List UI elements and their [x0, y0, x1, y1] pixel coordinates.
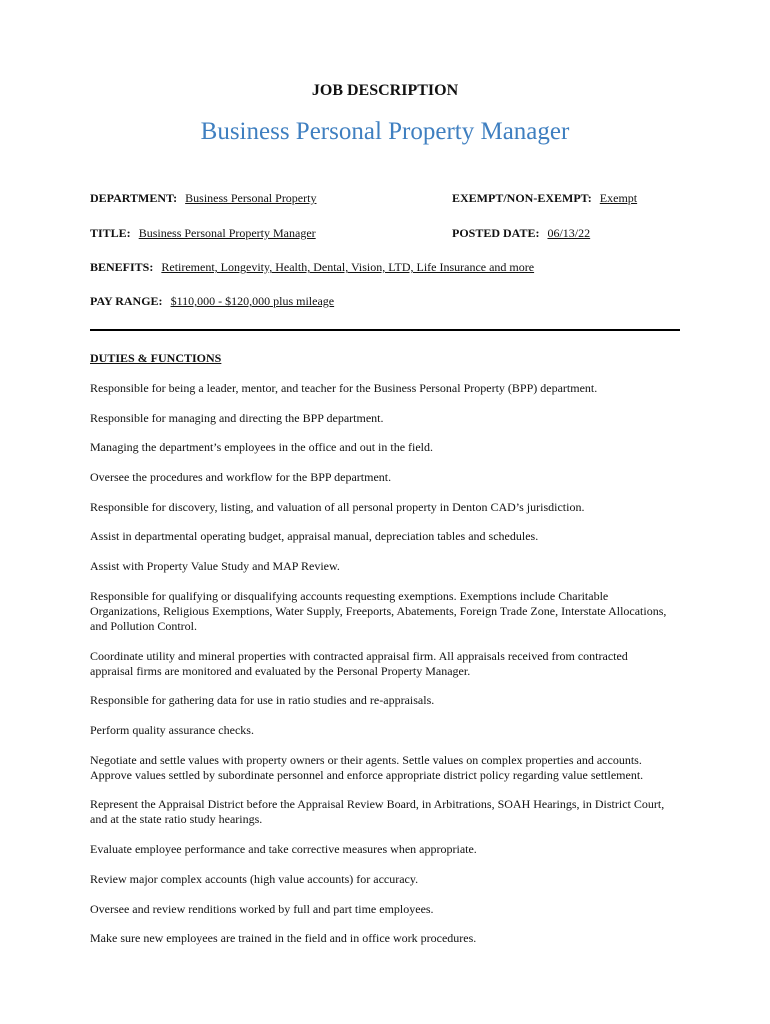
- duty-item: Evaluate employee performance and take corrective measures when appropriate.: [90, 842, 477, 856]
- posted-date-label: POSTED DATE:: [452, 226, 540, 240]
- pay-range-label: PAY RANGE:: [90, 294, 163, 308]
- department-field: [90, 191, 316, 206]
- duty-item: Negotiate and settle values with property owners or their agents. Settle values on complex properties and accounts. Approve values settled by subordinate personnel and enforce appropriate district policy regarding value settlement.: [90, 753, 644, 782]
- duty-item: Oversee and review renditions worked by full and part time employees.: [90, 902, 434, 916]
- duty-item: Perform quality assurance checks.: [90, 723, 254, 737]
- title-value: Business Personal Property Manager: [138, 226, 316, 240]
- duty-item: Assist with Property Value Study and MAP Review.: [90, 559, 340, 573]
- benefits-value: Retirement, Longevity, Health, Dental, Vision, LTD, Life Insurance and more: [161, 260, 535, 274]
- posted-date-field: [452, 226, 590, 241]
- duty-item: Represent the Appraisal District before the Appraisal Review Board, in Arbitrations, SOAH Hearings, in District Court, and at the state ratio study hearings.: [90, 797, 665, 826]
- duty-item: Responsible for discovery, listing, and valuation of all personal property in Denton CAD’s jurisdiction.: [90, 500, 585, 514]
- duty-item: Managing the department’s employees in the office and out in the field.: [90, 440, 434, 454]
- title-field: [90, 226, 316, 241]
- duty-item: Coordinate utility and mineral properties with contracted appraisal firm. All appraisals received from contracted appraisal firms are monitored and evaluated by the Personal Property Manager.: [90, 649, 628, 678]
- duty-item: Responsible for gathering data for use in ratio studies and re-appraisals.: [90, 693, 435, 707]
- benefits-field: [90, 260, 534, 275]
- pay-range-field: [90, 294, 334, 309]
- department-label: DEPARTMENT:: [90, 191, 178, 205]
- duty-item: Responsible for managing and directing the BPP department.: [90, 411, 384, 425]
- duty-item: Assist in departmental operating budget, appraisal manual, depreciation tables and schedules.: [90, 529, 539, 543]
- duty-item: Responsible for being a leader, mentor, and teacher for the Business Personal Property (BPP) department.: [90, 381, 598, 395]
- department-value: Business Personal Property: [185, 191, 317, 205]
- duty-item: Make sure new employees are trained in the field and in office work procedures.: [90, 931, 477, 945]
- duty-item: Oversee the procedures and workflow for the BPP department.: [90, 470, 392, 484]
- duty-item: Responsible for qualifying or disqualifying accounts requesting exemptions. Exemptions include Charitable Organizations, Religious Exemptions, Water Supply, Freeports, Abatements, Foreign Trade Zone, Interstate Allocations, and Pollution Control.: [90, 589, 667, 633]
- duty-item: Review major complex accounts (high value accounts) for accuracy.: [90, 872, 419, 886]
- duties-heading: DUTIES & FUNCTIONS: [90, 351, 222, 365]
- job-title-heading: Business Personal Property Manager: [200, 118, 570, 145]
- pay-range-value: $110,000 - $120,000 plus mileage: [170, 294, 335, 308]
- benefits-label: BENEFITS:: [90, 260, 154, 274]
- exempt-field: [452, 191, 637, 206]
- document-header: JOB DESCRIPTION: [311, 82, 459, 99]
- title-label: TITLE:: [90, 226, 131, 240]
- exempt-value: Exempt: [599, 191, 638, 205]
- posted-date-value: 06/13/22: [547, 226, 591, 240]
- section-divider: [90, 329, 680, 331]
- exempt-label: EXEMPT/NON-EXEMPT:: [452, 191, 592, 205]
